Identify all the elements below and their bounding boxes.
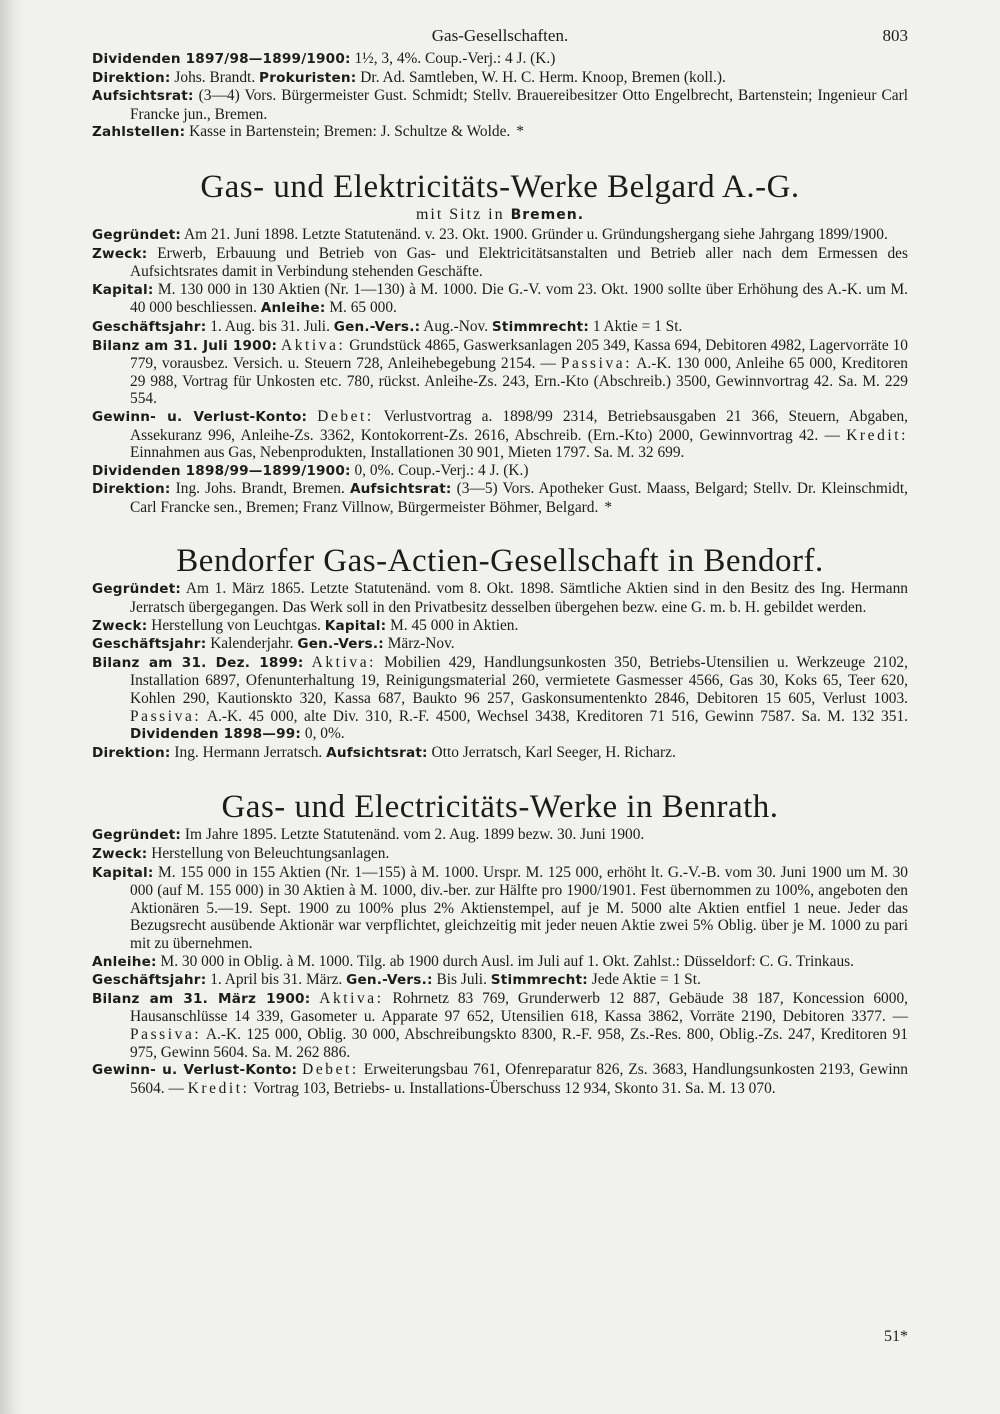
company-seat (92, 206, 908, 224)
page-number: 803 (882, 26, 908, 45)
page (92, 22, 908, 1345)
field-label: Zweck: (92, 245, 148, 262)
field-label: Direktion: (92, 69, 171, 86)
entry-benrath (92, 826, 908, 1097)
field-text: M. 155 000 in 155 Aktien (Nr. 1—155) à M. 1000. Urspr. M. 125 000, erhöht lt. G.-V.-B. vom 30. Juni 1900 um M. 30 000 (auf M. 155 000) in 30 Aktien à M. 1000, div.-ber. zur Hälfte pro 1900/1901. Fest übernommen zu 100%, angeboten den Aktionären 5.—19. Sept. 1900 zu 100% plus 2% Aktienstempel, auf je M. 5000 alte Aktien entfiel 1 neue. Jeder das Bezugsrecht ausübende Aktionär war verpflichtet, gleichzeitig mit jeder neuen Aktie zwei 5% Oblig. über je M. 1000 zu pari mit zu übernehmen. (130, 863, 908, 952)
field-label: Zahlstellen: (92, 124, 186, 141)
field-label: Gegründet: (92, 226, 182, 243)
running-header (92, 22, 908, 50)
field-label: Dividenden 1898—99: (130, 726, 302, 743)
field-text: Erweiterungsbau 761, Ofenreparatur 826, Zs. 3683, Handlungsunkosten 2193, Gewinn 5604. — (130, 1061, 908, 1097)
field-text: Am 21. Juni 1898. Letzte Statutenänd. v. 23. Okt. 1900. Gründer u. Gründungshergang siehe Jahrgang 1899/1900. (181, 225, 888, 243)
field-label: Kapital: (92, 281, 154, 298)
field-text: Aug.-Nov. (420, 317, 492, 335)
field-text: 0, 0%. (301, 725, 345, 743)
field-label: Gewinn- u. Verlust-Konto: (92, 1062, 298, 1079)
field-text: Otto Jerratsch, Karl Seeger, H. Richarz. (427, 743, 676, 761)
aktiva-label: Aktiva: (281, 336, 346, 354)
field-text: (3—5) Vors. Apotheker Gust. Maass, Belgard; Stellv. Dr. Kleinschmidt, Carl Francke sen., Bremen; Franz Villnow, Bürgermeister Böhmer, Belgard. (130, 480, 908, 516)
field-label: Gen.-Vers.: (333, 318, 421, 335)
passiva-label: Passiva: (130, 1025, 202, 1043)
field-text: Rohrnetz 83 769, Grunderwerb 12 887, Gebäude 38 187, Koncession 6000, Hausanschlüsse 14 339, Gasometer u. Apparate 97 652, Utensilien 618, Kassa 3862, Vorräte 2190, Debitoren 3377. — (130, 989, 908, 1026)
debet-label: Debet: (302, 1061, 359, 1079)
passiva-label: Passiva: (130, 707, 202, 725)
field-text: (3—4) Vors. Bürgermeister Gust. Schmidt; Stellv. Brauereibesitzer Otto Engelbrecht, Bartenstein; Ingenieur Carl Francke jun., Bremen. (130, 87, 908, 123)
field-text: M. 130 000 in 130 Aktien (Nr. 1—130) à M. 1000. Die G.-V. vom 23. Okt. 1900 sollte über Erhöhung des A.-K. um M. 40 000 beschliessen. (130, 280, 908, 317)
field-text: M. 45 000 in Aktien. (386, 616, 519, 634)
field-label: Stimmrecht: (490, 972, 588, 989)
field-label: Anleihe: (260, 300, 326, 317)
field-text: Mobilien 429, Handlungsunkosten 350, Betriebs-Utensilien u. Werkzeuge 2102, Installation 6897, Ofenunterhaltung 19, Reinigungsmaterial 260, vermietete Gasmesser 4566, Gas 30, Koks 65, Teer 620, Kohlen 290, Kautionskto 320, Kassa 687, Baukto 96 257, Gaskonsumentenkto 2846, Debitoren 15 605, Verlust 1003. (130, 653, 908, 708)
field-text: Kasse in Bartenstein; Bremen: J. Schultze & Wolde. (185, 123, 511, 141)
field-label: Bilanz am 31. Dez. 1899: (92, 654, 304, 671)
field-label: Bilanz am 31. März 1900: (92, 990, 311, 1007)
field-text: 1 Aktie = 1 St. (589, 317, 683, 335)
field-text: Am 1. März 1865. Letzte Statutenänd. vom 8. Okt. 1898. Sämtliche Aktien sind in den Besitz des Ing. Hermann Jerratsch übergegangen. Das Werk soll in den Privatbesitz desselben übergehen bezw. eine G. m. b. H. gebildet werden. (130, 580, 908, 617)
field-text: Bis Juli. (432, 971, 491, 989)
kredit-label: Kredit: (846, 426, 908, 444)
field-label: Aufsichtsrat: (349, 481, 452, 498)
field-text: A.-K. 125 000, Oblig. 30 000, Abschreibungskto 8300, R.-F. 958, Zs.-Res. 800, Oblig.-Zs. 247, Kreditoren 91 975, Gewinn 5604. Sa. M. 262 886. (130, 1025, 908, 1061)
field-text: Grundstück 4865, Gaswerksanlagen 205 349, Kassa 694, Debitoren 4982, Lagervorräte 10 779, vorausbez. Versich. u. Steuern 728, Anleihebegebung 2154. — (130, 336, 908, 373)
seat-prefix: mit Sitz in (415, 205, 511, 223)
field-label: Anleihe: (92, 953, 157, 970)
field-text: M. 65 000. (325, 299, 397, 317)
field-text: A.-K. 45 000, alte Div. 310, R.-F. 4500, Wechsel 3438, Kreditoren 71 516, Gewinn 7587. Sa. M. 132 351. (201, 707, 908, 725)
field-text: Verlustvortrag a. 1898/99 2314, Betriebsausgaben 21 366, Steuern, Abgaben, Assekuranz 996, Anleihe-Zs. 3362, Kontokorrent-Zs. 2616, Abschreib. (Ern.-Kto) 2000, Gewinnvortrag 42. — (130, 407, 908, 444)
field-text: Ing. Hermann Jerratsch. (170, 743, 327, 761)
field-label: Geschäftsjahr: (92, 972, 207, 989)
field-label: Kapital: (324, 617, 387, 634)
company-heading-bendorf: Bendorfer Gas-Actien-Gesellschaft in Bendorf. (176, 543, 824, 580)
field-label: Prokuristen: (259, 69, 357, 86)
field-label: Aufsichtsrat: (92, 88, 194, 105)
field-label: Gen.-Vers.: (346, 972, 433, 989)
field-text: 0, 0%. Coup.-Verj.: 4 J. (K.) (350, 461, 529, 479)
field-text: M. 30 000 in Oblig. à M. 1000. Tilg. ab 1900 durch Ausl. im Juli auf 1. Okt. Zahlst.: Düsseldorf: C. G. Trinkaus. (156, 952, 854, 970)
kredit-label: Kredit: (187, 1079, 250, 1097)
field-text: Johs. Brandt. (170, 68, 260, 86)
field-label: Gegründet: (92, 827, 182, 844)
field-text: Herstellung von Beleuchtungsanlagen. (147, 845, 390, 862)
field-text: Dr. Ad. Samtleben, W. H. C. Herm. Knoop, Bremen (koll.). (356, 68, 726, 86)
field-label: Geschäftsjahr: (92, 636, 207, 653)
passiva-label: Passiva: (560, 355, 633, 373)
field-label: Geschäftsjahr: (92, 318, 207, 335)
field-text: Vortrag 103, Betriebs- u. Installations-Überschuss 12 934, Skonto 31. Sa. M. 13 070. (249, 1079, 776, 1097)
entry-bendorf (92, 580, 908, 762)
field-text: A.-K. 130 000, Anleihe 65 000, Kreditoren 29 988, Vortrag für Unkosten etc. 780, rückst. Anleihe-Zs. 243, Ern.-Kto (Abschreib.) 3500, Gewinnvortrag 42. Sa. M. 229 554. (130, 355, 908, 408)
company-heading-belgard: Gas- und Elektricitäts-Werke Belgard A.-G. (200, 168, 800, 205)
field-label: Stimmrecht: (491, 318, 589, 335)
printer-signature: 51* (884, 1328, 908, 1345)
book-binding-shadow (0, 0, 22, 1414)
aktiva-label: Aktiva: (319, 989, 384, 1007)
field-text: 1. April bis 31. März. (206, 971, 347, 989)
field-text: Kalenderjahr. (206, 635, 298, 653)
field-text: März-Nov. (383, 635, 455, 653)
field-text: 1½, 3, 4%. Coup.-Verj.: 4 J. (K.) (350, 50, 556, 67)
footnote-star: * (516, 123, 524, 141)
debet-label: Debet: (317, 407, 374, 425)
field-text: Jede Aktie = 1 St. (587, 971, 701, 989)
company-heading-benrath: Gas- und Electricitäts-Werke in Benrath. (221, 789, 779, 826)
field-label: Zweck: (92, 846, 148, 862)
field-label: Bilanz am 31. Juli 1900: (92, 337, 278, 354)
entry-belgard (92, 226, 908, 517)
field-label: Aufsichtsrat: (326, 744, 428, 761)
field-label: Dividenden 1898/99—1899/1900: (92, 462, 351, 479)
running-title: Gas-Gesellschaften. (431, 26, 569, 45)
field-text: Ing. Johs. Brandt, Bremen. (170, 480, 350, 498)
field-label: Direktion: (92, 481, 171, 498)
field-text: 1. Aug. bis 31. Juli. (206, 317, 334, 335)
field-label: Direktion: (92, 744, 171, 761)
field-text: Erwerb, Erbauung und Betrieb von Gas- und Elektricitätsanstalten und Betrieb aller nach dem Ermessen des Aufsichtsrates damit in Verbindung stehenden Geschäfte. (130, 244, 908, 281)
footnote-star: * (604, 498, 613, 516)
entry-previous-continuation (92, 50, 908, 142)
aktiva-label: Aktiva: (311, 653, 377, 671)
field-text: Herstellung von Leuchtgas. (147, 616, 325, 634)
field-label: Zweck: (92, 617, 148, 634)
field-label: Gen.-Vers.: (297, 636, 384, 653)
field-label: Gegründet: (92, 581, 182, 598)
field-text: Im Jahre 1895. Letzte Statutenänd. vom 2. Aug. 1899 bezw. 30. Juni 1900. (181, 826, 645, 844)
field-label: Gewinn- u. Verlust-Konto: (92, 408, 308, 425)
field-label: Kapital: (92, 864, 154, 881)
seat-city: Bremen. (510, 206, 585, 223)
field-text: Einnahmen aus Gas, Nebenprodukten, Installationen 30 901, Mieten 1797. Sa. M. 32 699. (130, 444, 685, 462)
field-label: Dividenden 1897/98—1899/1900: (92, 51, 351, 67)
